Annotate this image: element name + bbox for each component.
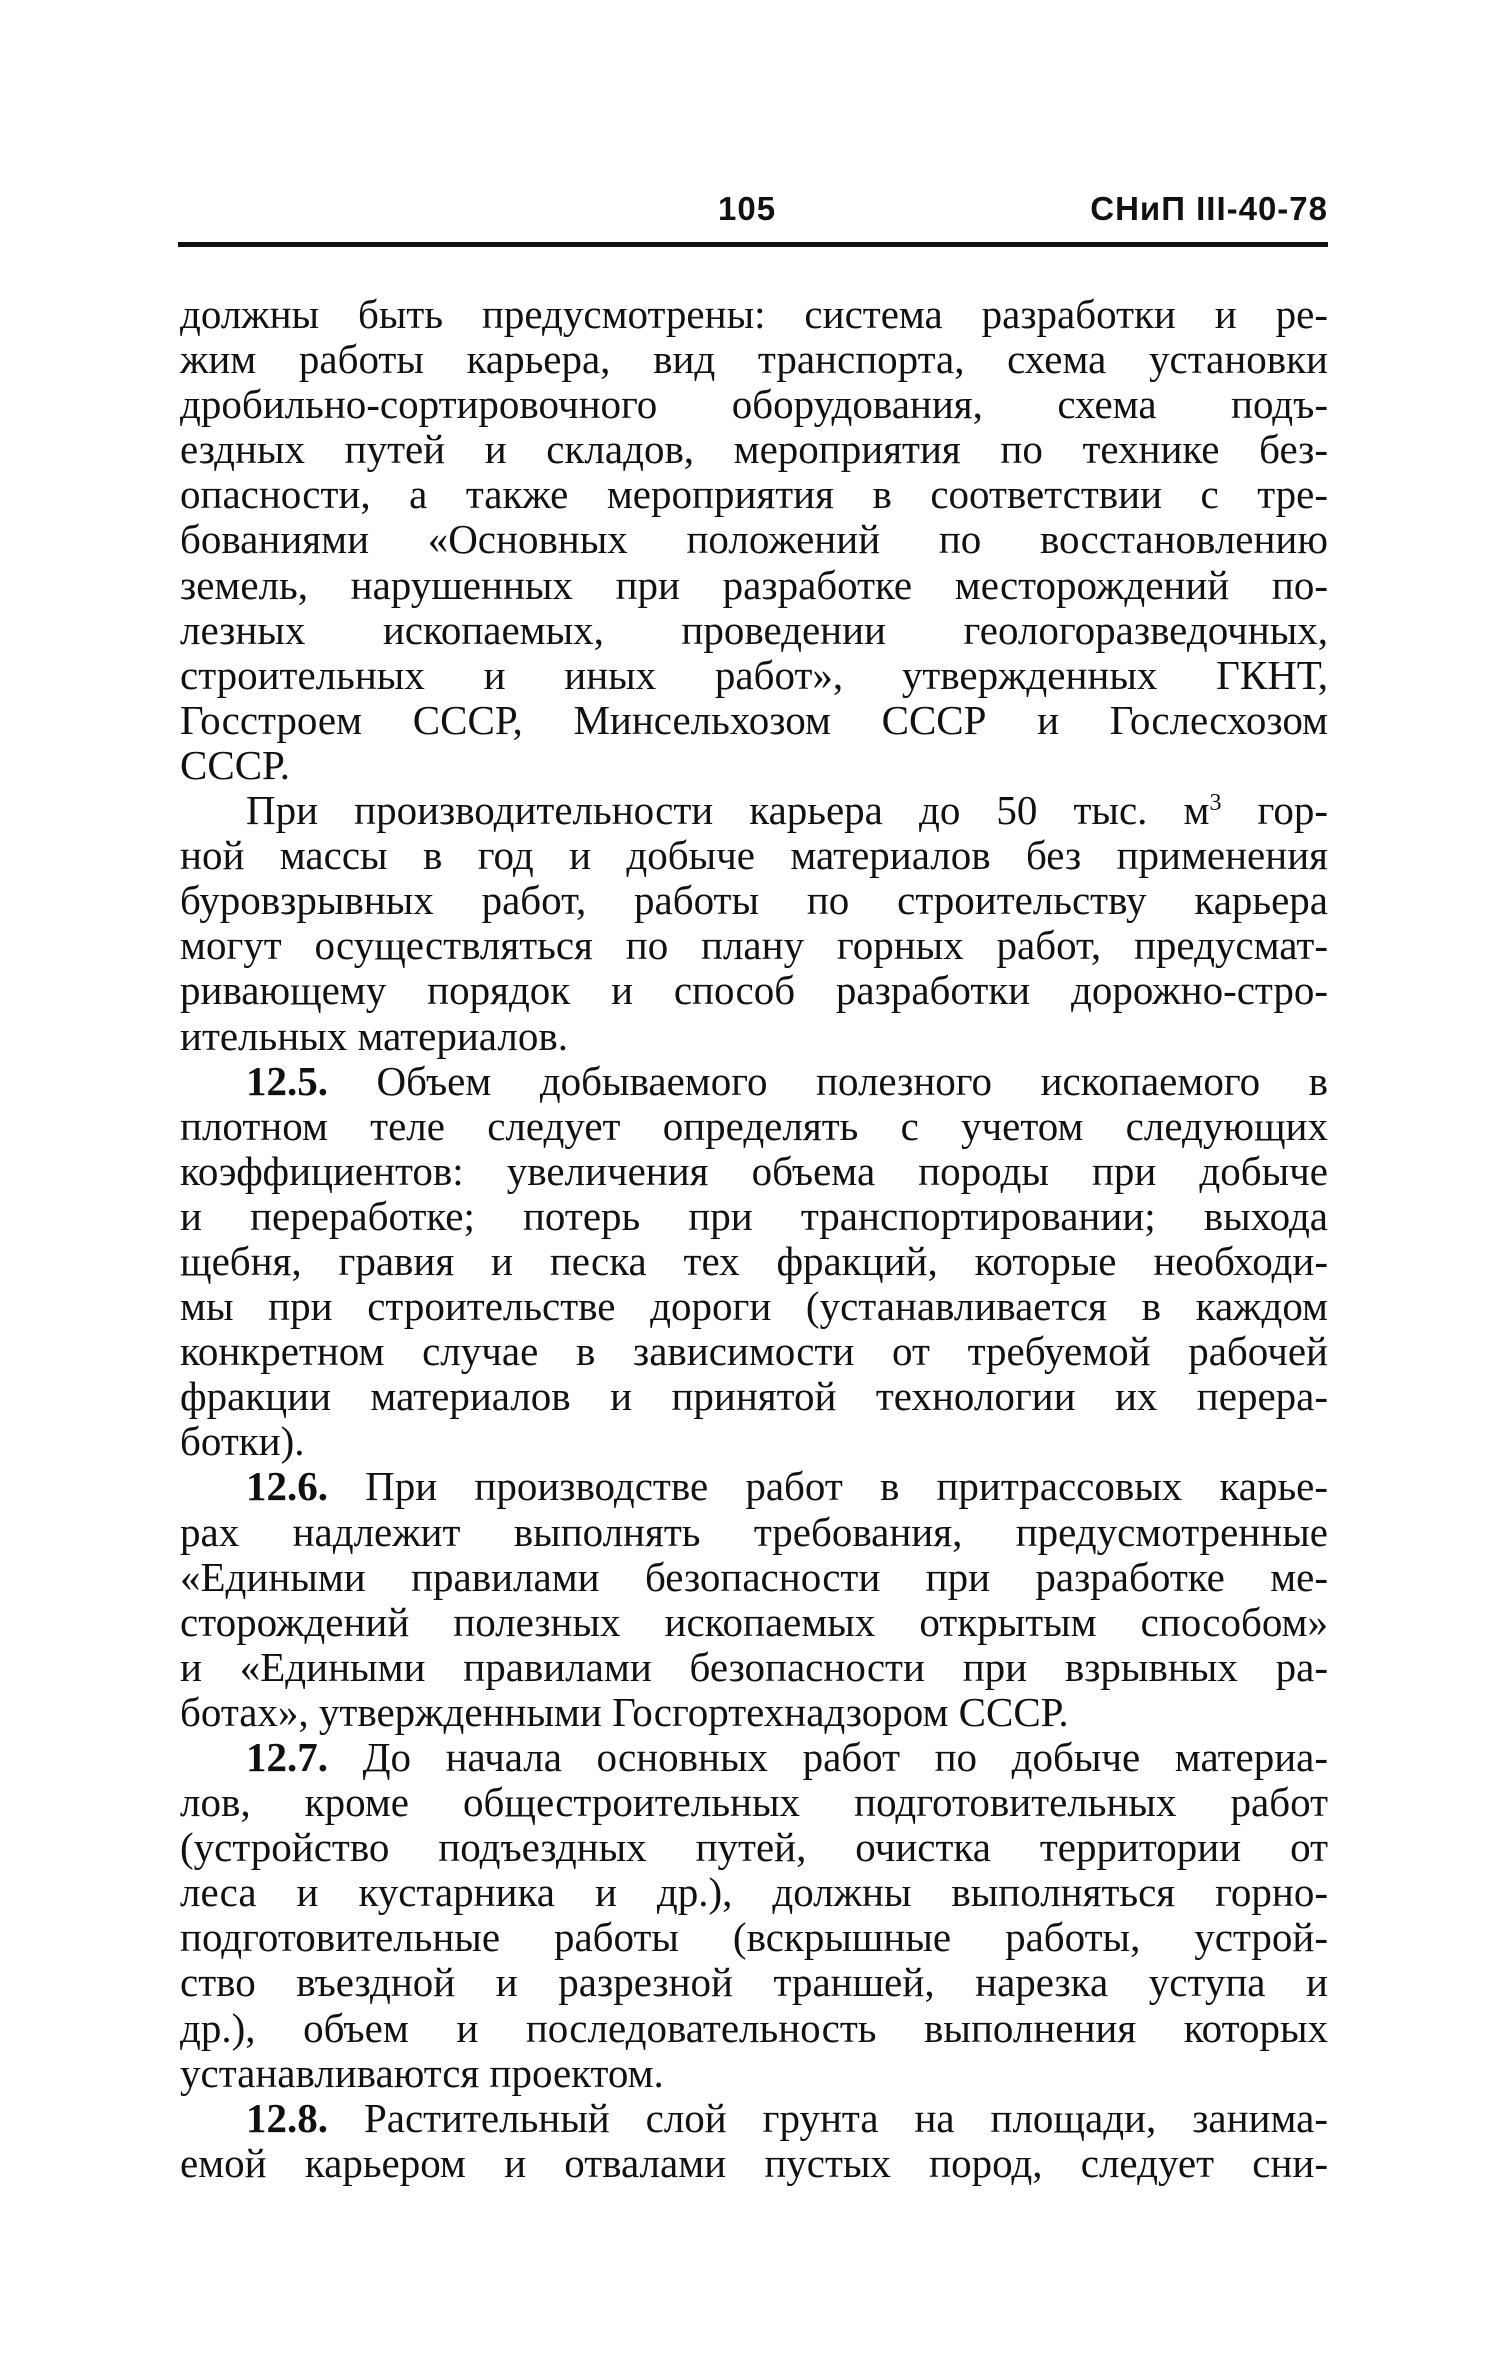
text-segment: До начала основных работ по добыче материа- <box>328 1734 1328 1780</box>
document-code: СНиП III-40-78 <box>1090 190 1328 227</box>
text-line: мы при строительстве дороги (устанавливается в каждом <box>180 1283 1328 1330</box>
paragraph-start-12-7 <box>180 1735 1328 1780</box>
text-line-with-superscript <box>180 788 1328 833</box>
text-line: ительных материалов. <box>180 1012 568 1059</box>
paragraph-number: 12.5. <box>246 1057 328 1104</box>
text-segment: Растительный слой грунта на площади, занима- <box>328 2094 1328 2141</box>
text-line: рах надлежит выполнять требования, предусмотренные <box>180 1508 1328 1555</box>
text-line: и переработке; потерь при транспортировании; выхода <box>180 1192 1328 1239</box>
text-line: строительных и иных работ», утвержденных ГКНТ, <box>180 651 1328 698</box>
text-line: (устройство подъездных путей, очистка территории от <box>180 1824 1328 1871</box>
text-line: опасности, а также мероприятия в соответствии с тре- <box>180 471 1328 518</box>
paragraph-number: 12.7. <box>246 1734 328 1780</box>
text-segment: гор- <box>1221 787 1328 834</box>
page-number: 105 <box>718 190 777 227</box>
text-line: плотном теле следует определять с учетом следующих <box>180 1102 1328 1149</box>
text-line: ривающему порядок и способ разработки дорожно-стро- <box>180 967 1328 1014</box>
text-line: ство въездной и разрезной траншей, нарезка уступа и <box>180 1959 1328 2006</box>
text-line: буровзрывных работ, работы по строительству карьера <box>180 877 1328 924</box>
paragraph-start-12-8 <box>180 2096 1328 2141</box>
text-line: бованиями «Основных положений по восстановлению <box>180 516 1328 563</box>
header-rule <box>178 242 1328 247</box>
text-segment: При производительности карьера до 50 тыс. м <box>246 787 1210 834</box>
paragraph-number: 12.8. <box>246 2094 328 2141</box>
text-line: земель, нарушенных при разработке месторождений по- <box>180 561 1328 608</box>
body-text <box>180 292 1328 2186</box>
text-line: Госстроем СССР, Минсельхозом СССР и Гослесхозом <box>180 696 1328 743</box>
text-line: емой карьером и отвалами пустых пород, следует сни- <box>180 2139 1328 2186</box>
text-segment: Объем добываемого полезного ископаемого в <box>328 1057 1328 1104</box>
text-line: дробильно-сортировочного оборудования, схема подъ- <box>180 381 1328 428</box>
text-line: «Едиными правилами безопасности при разработке ме- <box>180 1553 1328 1600</box>
text-line: устанавливаются проектом. <box>180 2049 664 2096</box>
text-line: фракции материалов и принятой технологии их перера- <box>180 1373 1328 1420</box>
paragraph-start-12-6 <box>180 1464 1328 1509</box>
text-line: подготовительные работы (вскрышные работы, устрой- <box>180 1914 1328 1961</box>
text-line: должны быть предусмотрены: система разработки и ре- <box>180 291 1328 337</box>
text-line: др.), объем и последовательность выполнения которых <box>180 2004 1328 2051</box>
text-segment: При производстве работ в притрассовых карье- <box>328 1463 1328 1510</box>
text-line: могут осуществляться по плану горных работ, предусмат- <box>180 922 1328 969</box>
text-line: леса и кустарника и др.), должны выполняться горно- <box>180 1869 1328 1916</box>
text-line: щебня, гравия и песка тех фракций, которые необходи- <box>180 1237 1328 1284</box>
text-line: коэффициентов: увеличения объема породы при добыче <box>180 1147 1328 1194</box>
paragraph-number: 12.6. <box>246 1463 328 1510</box>
text-line: ботки). <box>180 1418 305 1465</box>
page-header <box>178 190 1328 240</box>
paragraph-start-12-5 <box>180 1059 1328 1104</box>
text-line: ботах», утвержденными Госгортехнадзором СССР. <box>180 1688 1069 1735</box>
text-line: сторождений полезных ископаемых открытым способом» <box>180 1598 1328 1645</box>
text-line: ездных путей и складов, мероприятия по технике без- <box>180 426 1328 473</box>
text-line: ной массы в год и добыче материалов без применения <box>180 832 1328 879</box>
text-line: жим работы карьера, вид транспорта, схема установки <box>180 336 1328 383</box>
text-line: лезных ископаемых, проведении геологоразведочных, <box>180 606 1328 653</box>
text-line: конкретном случае в зависимости от требуемой рабочей <box>180 1328 1328 1375</box>
superscript-3: 3 <box>1209 790 1222 817</box>
text-line: и «Едиными правилами безопасности при взрывных ра- <box>180 1643 1328 1690</box>
text-line: лов, кроме общестроительных подготовительных работ <box>180 1779 1328 1826</box>
text-line: СССР. <box>180 741 290 788</box>
